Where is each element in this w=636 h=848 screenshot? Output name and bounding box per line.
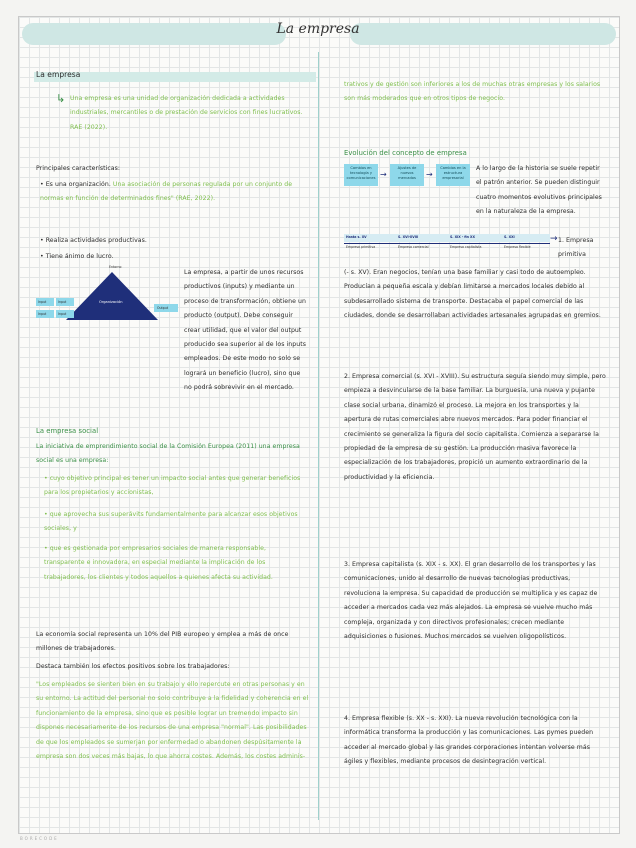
- input-label: Input: [58, 300, 67, 304]
- social-intro: La iniciativa de emprendimiento social de la Comisión Europea (2011) una empresa social es una empresa:: [36, 443, 300, 465]
- bullet-1-detail: Una asociación de personas regulada por un conjunto de normas en función de determinados fines" (RAE, 2022).: [40, 181, 293, 203]
- social-bullet-3: • que es gestionada por empresarios sociales de manera responsable, transparente e innovadora, en especial mediante la implicación de los trabajadores, los clientes y todos aquellos a quienes afecta su actividad.: [44, 545, 273, 581]
- social-bullet-2-text: que aprovecha sus superávits fundamentalmente para alcanzar esos objetivos sociales, y: [44, 511, 298, 533]
- diagram-center-label: Organización: [99, 300, 123, 304]
- bullet-3: • Tiene ánimo de lucro.: [40, 253, 114, 260]
- transform-text-side: La empresa, a partir de unos recursos productivos (inputs) y mediante un proceso de transformación, obtiene un producto (output). Debe conseguir crear utilidad, que el valor del output producido sea superior al de los inputs empleados. De este modo no solo se logrará un beneficio (lucro), sino que no podrá sobrevivir en el mercado.: [184, 269, 306, 392]
- bullet-2-text: Realiza actividades productivas.: [45, 237, 147, 244]
- characteristics-heading: Principales características:: [36, 165, 121, 172]
- timeline-period: Hasta s. XV: [346, 235, 367, 239]
- flow-step-2: Ajustes de nuevos mercados: [390, 164, 424, 186]
- pyramid-shape: [66, 272, 158, 320]
- evolution-timeline: [344, 234, 550, 252]
- timeline-period: S. XIX - fin XX: [450, 235, 475, 239]
- pattern-text-side: A lo largo de la historia se suele repetir el patrón anterior. Se pueden distinguir cuatro momentos evolutivos principales en la naturaleza de la empresa.: [476, 165, 602, 216]
- quote-text: "Los empleados se sienten bien en su trabajo y ello repercute en otras personas y en su entorno. La actitud del personal no solo contribuye a la fidelidad y coherencia en el funcionamiento de la empresa, sino que es posible lograr un tremendo impacto sin dispones necesariamente de los recursos de una empresa "normal". Las posibilidades de que los empleados se sumerjan por enfermedad o abandonen despúsitamente la empresa son dos veces más bajas, lo que ahorra costes. Además, los costes adminis-: [36, 681, 309, 761]
- page-title: La empresa: [276, 21, 360, 37]
- timeline-stage: Empresa comercial: [398, 245, 429, 249]
- social-bullet-2: • que aprovecha sus superávits fundamentalmente para alcanzar esos objetivos sociales, y: [44, 511, 298, 533]
- arrow-icon: ↳: [56, 92, 66, 105]
- timeline-stage: Empresa primitiva: [346, 245, 376, 249]
- bullet-2: • Realiza actividades productivas.: [40, 237, 147, 244]
- stage-1-text: (- s. XV). Eran negocios, tenían una base familiar y casi todo de autoempleo. Producían a pequeña escala y debían limitarse a mercados locales debido al subdesarrollado sistema de transporte. Destacaba el papel comercial de las ciudades, donde se desarrollaban actividades artesanales agrupadas en gremios.: [344, 269, 601, 320]
- flow-step-1: Cambios en tecnología y comunicaciones: [344, 164, 378, 186]
- timeline-top-row: [344, 234, 550, 242]
- stage-1-title: 1. Empresa primitiva: [558, 237, 594, 259]
- bullet-3-text: Tiene ánimo de lucro.: [45, 253, 114, 260]
- timeline-stage: Empresa flexible: [504, 245, 531, 249]
- continued-text: trativos y de gestión son inferiores a los de muchas otras empresas y los salarios son más moderados que en otros tipos de negocio.: [344, 81, 601, 103]
- input-label: Input: [38, 312, 47, 316]
- timeline-stage: Empresa capitalista: [450, 245, 482, 249]
- stage-2-text: 2. Empresa comercial (s. XVI - XVIII). Su estructura seguía siendo muy simple, pero empieza a desvincularse de la base familiar. La burguesía, una nueva y pujante clase social urbana, dinamizó el proceso. La mejora en los transportes y la apertura de rutas comerciales abre nuevos mercados. Para poder financiar el crecimiento se generaliza la figura del socio capitalista. Comienza a separarse la propiedad de la empresa de su gestión. La producción masiva favorece la especialización de los trabajadores, propició un aumento extraordinario de la productividad y la eficiencia.: [344, 373, 606, 481]
- bullet-1: • Es una organización. Una asociación de personas regulada por un conjunto de normas en función de determinados fines" (RAE, 2022).: [40, 181, 293, 203]
- section-heading: La empresa: [36, 70, 81, 79]
- definition-text: Una empresa es una unidad de organización dedicada a actividades industriales, mercantiles o de prestación de servicios con fines lucrativos. RAE (2022).: [70, 95, 303, 131]
- evolution-heading: Evolución del concepto de empresa: [344, 149, 467, 157]
- arrow-right-icon: →: [380, 170, 387, 179]
- timeline-axis: [344, 243, 550, 244]
- organization-diagram: [34, 264, 180, 324]
- stage-3-text: 3. Empresa capitalista (s. XIX - s. XX). El gran desarrollo de los transportes y las comunicaciones, unido al desarrollo de nuevas tecnologías productivas, revoluciona la empresa. Su capacidad de producción se multiplica y es capaz de acceder a mercados cada vez más alejados. La empresa se vuelve mucho más compleja, organizada y con directivos profesionales; crecen mediante adquisiciones o fusiones. Muchos mercados se vuelven oligopolísticos.: [344, 561, 598, 641]
- input-label: Input: [58, 312, 67, 316]
- timeline-period: S. XXI: [504, 235, 515, 239]
- social-bullet-1-text: cuyo objetivo principal es tener un impacto social antes que generar beneficios para los propietarios y accionistas,: [44, 475, 301, 497]
- effects-text: Destaca también los efectos positivos sobre los trabajadores:: [36, 663, 230, 670]
- social-bullet-3-text: que es gestionada por empresarios sociales de manera responsable, transparente e innovadora, en especial mediante la implicación de los trabajadores, los clientes y todos aquellos a quienes afecta su actividad.: [44, 545, 273, 581]
- stage-4-text: 4. Empresa flexible (s. XX - s. XXI). La nueva revolución tecnológica con la informática transforma la producción y las comunicaciones. Las pymes pueden acceder al mercado global y las grandes corporaciones intentan volverse más ágiles y flexibles, mediante procesos de desintegración vertical.: [344, 715, 594, 766]
- social-bullet-1: • cuyo objetivo principal es tener un impacto social antes que generar beneficios para los propietarios y accionistas,: [44, 475, 301, 497]
- social-heading: La empresa social: [36, 427, 99, 435]
- footer-watermark: BORECODE: [20, 836, 59, 841]
- diagram-top-label: Entorno: [109, 265, 122, 269]
- input-label: Input: [38, 300, 47, 304]
- output-label: Output: [157, 306, 169, 310]
- economy-text: La economía social representa un 10% del PIB europeo y emplea a más de once millones de trabajadores.: [36, 631, 289, 653]
- flow-step-3: Cambios en la estructura empresarial: [436, 164, 470, 186]
- column-divider: [318, 52, 319, 820]
- timeline-period: S. XVI-XVIII: [398, 235, 419, 239]
- arrow-right-icon: →: [426, 170, 433, 179]
- arrow-right-icon: →: [550, 234, 558, 244]
- bullet-1-main: Es una organización.: [45, 181, 111, 188]
